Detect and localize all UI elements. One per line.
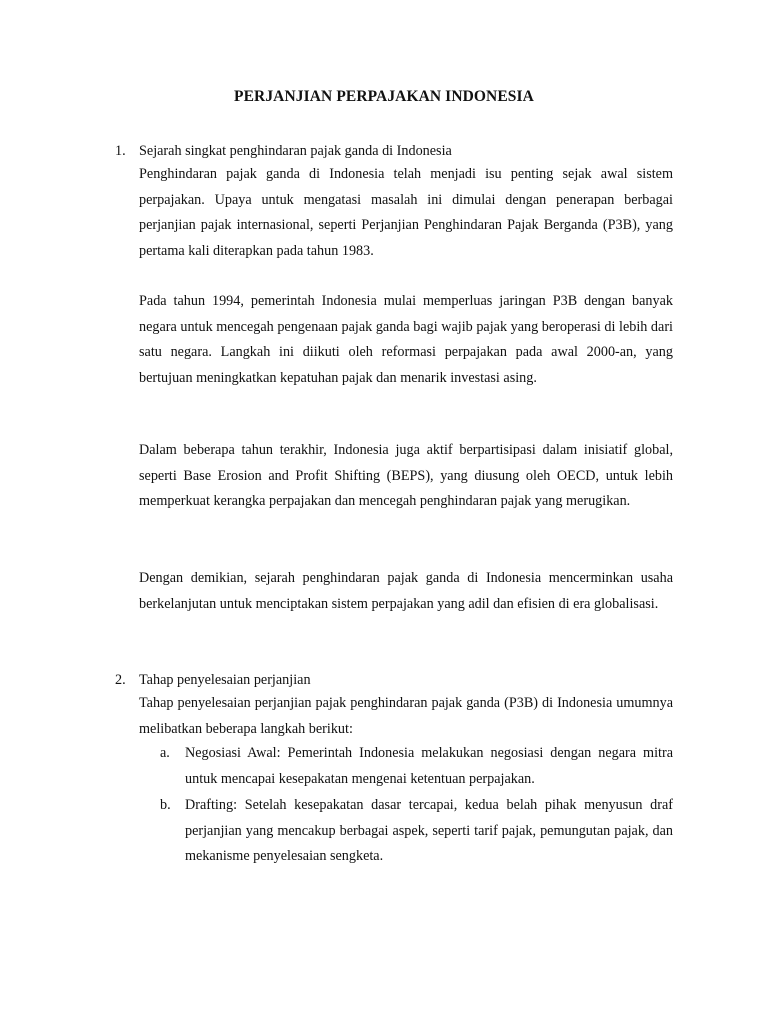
list-item-letter: a. xyxy=(160,745,170,761)
list-item-text: Drafting: Setelah kesepakatan dasar tercapai, kedua belah pihak menyusun draf perjanjian yang mencakup berbagai aspek, seperti tarif pajak, pemungutan pajak, dan mekanisme penyelesaian sengketa. xyxy=(185,797,673,864)
section-1-paragraph-1: Penghindaran pajak ganda di Indonesia telah menjadi isu penting sejak awal sistem perpajakan. Upaya untuk mengatasi masalah ini dimulai dengan penerapan berbagai perjanjian pajak internasional, seperti Perjanjian Penghindaran Pajak Berganda (P3B), yang pertama kali diterapkan pada tahun 1983. xyxy=(139,166,673,259)
section-1-paragraph-4: Dengan demikian, sejarah penghindaran pajak ganda di Indonesia mencerminkan usaha berkelanjutan untuk menciptakan sistem perpajakan yang adil dan efisien di era globalisasi. xyxy=(139,570,673,612)
section-2-heading xyxy=(115,670,311,690)
section-1-title: Sejarah singkat penghindaran pajak ganda di Indonesia xyxy=(139,143,452,159)
list-item xyxy=(160,793,673,870)
section-1-paragraph-3: Dalam beberapa tahun terakhir, Indonesia juga aktif berpartisipasi dalam inisiatif global, seperti Base Erosion and Profit Shifting (BEPS), yang diusung oleh OECD, untuk lebih memperkuat kerangka perpajakan dan mencegah penghindaran pajak yang merugikan. xyxy=(139,442,673,509)
section-1-number: 1. xyxy=(115,143,126,159)
document-title: PERJANJIAN PERPAJAKAN INDONESIA xyxy=(234,88,534,105)
section-1-paragraph-2: Pada tahun 1994, pemerintah Indonesia mulai memperluas jaringan P3B dengan banyak negara untuk mencegah pengenaan pajak ganda bagi wajib pajak yang beroperasi di lebih dari satu negara. Langkah ini diikuti oleh reformasi perpajakan pada awal 2000-an, yang bertujuan meningkatkan kepatuhan pajak dan menarik investasi asing. xyxy=(139,293,673,386)
section-2-number: 2. xyxy=(115,672,126,688)
list-item-letter: b. xyxy=(160,797,171,813)
section-2-title: Tahap penyelesaian perjanjian xyxy=(139,672,311,688)
section-1-heading xyxy=(115,141,452,161)
list-item-text: Negosiasi Awal: Pemerintah Indonesia melakukan negosiasi dengan negara mitra untuk mencapai kesepakatan mengenai ketentuan perpajakan. xyxy=(185,745,673,787)
section-2-paragraph-1: Tahap penyelesaian perjanjian pajak penghindaran pajak ganda (P3B) di Indonesia umumnya melibatkan beberapa langkah berikut: xyxy=(139,695,673,737)
list-item xyxy=(160,741,673,792)
